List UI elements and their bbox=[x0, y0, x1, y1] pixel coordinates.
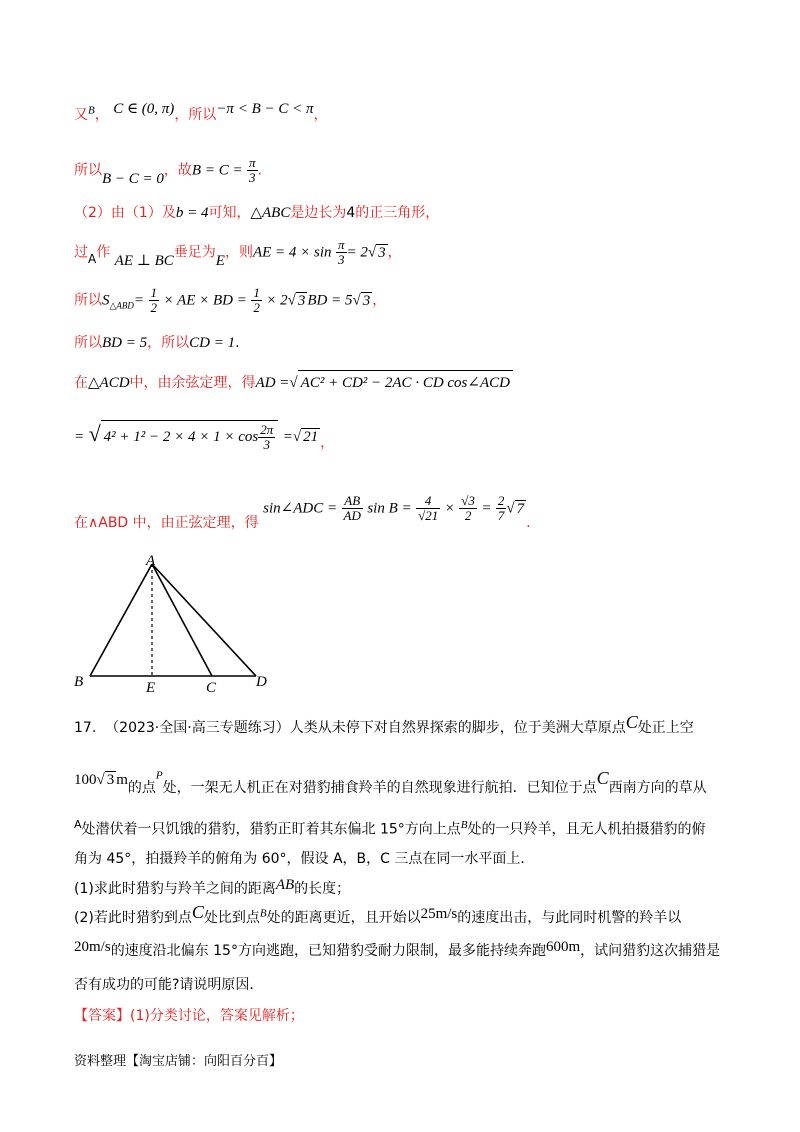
answer-line bbox=[74, 1005, 304, 1025]
math-c-in: C ∈ (0, π) bbox=[113, 101, 175, 117]
text: . bbox=[235, 335, 240, 351]
math: 100 bbox=[74, 772, 97, 788]
math: B − C = 0 bbox=[102, 170, 164, 187]
text: 所以 bbox=[74, 292, 102, 309]
denominator: 2 bbox=[253, 300, 260, 315]
text: ，所以 bbox=[174, 107, 217, 123]
text: 的长度； bbox=[294, 881, 351, 897]
numerator: 4 bbox=[416, 494, 440, 509]
math: = bbox=[74, 428, 85, 445]
text: 的正三角形， bbox=[355, 205, 440, 221]
text: ，则 bbox=[224, 244, 253, 261]
problem-line-4 bbox=[74, 848, 534, 868]
math-ineq: −π < B − C < π bbox=[216, 101, 314, 117]
distance: 600m bbox=[545, 939, 581, 955]
text: (1)求此时猎豹与羚羊之间的距离 bbox=[74, 881, 276, 897]
text: 在∧ABD 中，由正弦定理，得 bbox=[74, 514, 259, 531]
text: 西南方向的草从 bbox=[608, 780, 707, 796]
math: × 2 bbox=[266, 292, 288, 309]
text: 处，一架无人机正在对猎豹捕食羚羊的自然现象进行航拍．已知位于点 bbox=[162, 780, 597, 796]
math: CD = 1 bbox=[189, 335, 236, 351]
label-c: C bbox=[206, 680, 217, 696]
var-e: E bbox=[215, 252, 225, 269]
problem-number: 17. bbox=[74, 720, 97, 736]
text: ，故 bbox=[163, 162, 192, 179]
problem-source: （2023·全国·高三专题练习） bbox=[105, 720, 290, 736]
math: sin B = bbox=[367, 500, 412, 517]
problem-line-7 bbox=[74, 940, 720, 960]
math: × bbox=[444, 500, 455, 517]
fraction bbox=[251, 286, 262, 315]
text: . bbox=[257, 162, 263, 179]
numerator: AB bbox=[342, 494, 363, 509]
text: 4 bbox=[346, 205, 356, 221]
solution-line-7: 在△ACD中，由余弦定理，得AD =√ AC² + CD² − 2AC · CD cos∠ACD bbox=[74, 370, 513, 392]
denominator: 2 bbox=[150, 300, 157, 315]
numerator: 2 bbox=[497, 493, 505, 508]
math: AD = bbox=[255, 375, 290, 391]
sqrt: 3 bbox=[378, 244, 386, 261]
numerator: √3 bbox=[461, 493, 475, 508]
solution-line-1 bbox=[74, 101, 328, 124]
text: 是边长为 bbox=[290, 205, 347, 221]
fraction bbox=[336, 238, 347, 267]
sqrt: 21 bbox=[303, 428, 319, 445]
solution-line-6 bbox=[74, 332, 240, 352]
text: 在 bbox=[74, 375, 88, 391]
math: sin∠ADC = bbox=[263, 500, 338, 517]
text: 的速度出击，与此同时机警的羚羊以 bbox=[457, 910, 682, 926]
sqrt: 3 bbox=[106, 772, 115, 788]
text: 处的距离更近，且开始以 bbox=[266, 910, 421, 926]
fraction bbox=[247, 156, 258, 185]
text: ， bbox=[320, 434, 335, 451]
text: 中，由余弦定理，得 bbox=[129, 375, 256, 391]
denominator: 3 bbox=[337, 252, 345, 267]
var-p: P bbox=[155, 769, 163, 782]
solution-line-8: = √ 4² + 1² − 2 × 4 × 1 × cos $\frac{2\pi}{3}$ =√ 21 ， bbox=[74, 420, 335, 452]
math: = bbox=[481, 500, 492, 517]
problem-line-6 bbox=[74, 902, 682, 927]
answer-text: (1)分类讨论，答案见解析； bbox=[130, 1008, 304, 1024]
problem-line-1 bbox=[74, 712, 694, 737]
fraction bbox=[496, 494, 507, 523]
var-b: B bbox=[88, 104, 95, 117]
denominator: 3 bbox=[249, 170, 256, 185]
segment-ab bbox=[90, 564, 152, 676]
var-a: A bbox=[88, 251, 97, 266]
solution-line-4: 过A作 AE ⊥ BC垂足为E，则AE = 4 × sin $\frac{\pi}{3}$ = 2√ 3 ， bbox=[74, 237, 402, 269]
math: = bbox=[282, 428, 293, 445]
text: ， bbox=[387, 244, 402, 261]
math: △ABC bbox=[250, 205, 291, 221]
fraction bbox=[149, 286, 160, 315]
text: 处正上空 bbox=[637, 720, 694, 736]
var-b: B bbox=[259, 907, 267, 920]
math: = bbox=[133, 292, 145, 309]
text: ， bbox=[313, 107, 328, 123]
math: × AE × BD = bbox=[163, 292, 247, 309]
speed: 20m/s bbox=[74, 939, 111, 955]
numerator: π bbox=[337, 237, 345, 252]
math: B = C = bbox=[191, 162, 243, 179]
text: . bbox=[526, 514, 531, 531]
fraction bbox=[258, 423, 275, 452]
denominator: 3 bbox=[263, 437, 271, 452]
denominator: AD bbox=[343, 508, 361, 523]
fraction bbox=[459, 494, 477, 523]
text: 的速度沿北偏东 15°方向逃跑，已知猎豹受耐力限制，最多能持续奔跑 bbox=[110, 943, 546, 959]
text: ， bbox=[94, 107, 109, 123]
numerator: 1 bbox=[150, 285, 157, 300]
solution-line-2 bbox=[74, 156, 262, 185]
sqrt-expression: AC² + CD² − 2AC · CD cos∠ACD bbox=[298, 370, 513, 392]
text: 所以 bbox=[74, 335, 102, 351]
subscript: △ABD bbox=[109, 300, 134, 311]
problem-line-8 bbox=[74, 974, 263, 994]
segment-ad bbox=[152, 564, 256, 676]
text: 处比到点 bbox=[203, 910, 260, 926]
numerator: 1 bbox=[253, 285, 260, 300]
math: AE ⊥ BC bbox=[114, 252, 174, 269]
fraction bbox=[416, 494, 440, 523]
text: ，所以 bbox=[147, 335, 190, 351]
answer-tag: 【答案】 bbox=[74, 1008, 130, 1024]
label-d: D bbox=[256, 674, 267, 690]
text: 过 bbox=[74, 244, 88, 261]
text: 的点 bbox=[127, 780, 156, 796]
var-c: C bbox=[596, 768, 609, 788]
problem-line-2: 100√ 3 m的点$^P$处，一架无人机正在对猎豹捕食羚羊的自然现象进行航拍．已知位于点C西南方向的草从 bbox=[74, 768, 707, 796]
sqrt: 3 bbox=[297, 292, 306, 309]
text: 处的一只羚羊，且无人机拍摄猎豹的俯 bbox=[467, 821, 706, 838]
math: AE = 4 × sin bbox=[252, 244, 332, 261]
label-b: B bbox=[74, 674, 84, 690]
sqrt-expression bbox=[101, 420, 279, 452]
math: 4² + 1² − 2 × 4 × 1 × cos bbox=[103, 428, 259, 445]
text: （2）由（1）及 bbox=[74, 205, 176, 221]
math: = 2 bbox=[346, 244, 368, 261]
text: 人类从未停下对自然界探索的脚步，位于美洲大草原点 bbox=[289, 720, 626, 736]
math: BD = 5 bbox=[307, 292, 353, 309]
math: △ACD bbox=[88, 375, 130, 391]
speed: 25m/s bbox=[420, 906, 458, 922]
footer-text: 资料整理【淘宝店铺：向阳百分百】 bbox=[74, 1054, 283, 1069]
text: ，试问猎豹这次捕猎是 bbox=[580, 943, 721, 959]
numerator: 2π bbox=[260, 422, 274, 437]
triangle-figure bbox=[70, 552, 280, 697]
text: ， bbox=[372, 292, 387, 309]
denominator: 2 bbox=[464, 508, 472, 523]
label-e: E bbox=[146, 680, 156, 696]
math: b = 4 bbox=[175, 205, 209, 221]
problem-line-3 bbox=[74, 818, 706, 839]
numerator: π bbox=[249, 155, 256, 170]
fraction bbox=[342, 494, 363, 523]
math: S bbox=[102, 292, 110, 309]
problem-line-5 bbox=[74, 878, 350, 898]
denominator: √21 bbox=[418, 508, 439, 523]
text: 又 bbox=[74, 107, 88, 123]
denominator: 7 bbox=[497, 508, 505, 523]
solution-line-5: 所以$S_{\triangle ABD}=$ $\frac{1}{2}$ × AE × BD = $\frac{1}{2}$ × 2√ 3 BD = 5√ 3 ， bbox=[74, 285, 387, 315]
sqrt: 7 bbox=[516, 500, 525, 517]
math: BD = 5 bbox=[102, 335, 148, 351]
math: AB bbox=[275, 877, 295, 893]
var-c: C bbox=[191, 902, 204, 922]
text: 否有成功的可能?请说明原因． bbox=[74, 977, 264, 993]
text: 角为 45°，拍摄羚羊的俯角为 60°，假设 A，B，C 三点在同一水平面上． bbox=[74, 851, 535, 867]
text: 垂足为 bbox=[173, 244, 216, 261]
solution-line-3 bbox=[74, 202, 439, 222]
var-c: C bbox=[625, 712, 638, 732]
text: (2)若此时猎豹到点 bbox=[74, 910, 192, 926]
text: 可知， bbox=[208, 205, 251, 221]
solution-line-9: 在∧ABD 中，由正弦定理，得 sin∠ADC = $\frac{AB}{AD}$ sin B = $\frac{4}{√21}$ × $\frac{√3}{2}$ = $\frac{2}{7}$ √ 7. bbox=[74, 493, 531, 531]
sqrt: 3 bbox=[362, 292, 371, 309]
label-a: A bbox=[146, 553, 156, 569]
text: 作 bbox=[96, 244, 111, 261]
unit: m bbox=[116, 772, 128, 788]
text: 所以 bbox=[74, 162, 102, 179]
var-b: B bbox=[460, 819, 468, 831]
var-a: A bbox=[74, 818, 82, 831]
footer bbox=[74, 1050, 282, 1069]
text: 处潜伏着一只饥饿的猎豹，猎豹正盯着其东偏北 15°方向上点 bbox=[81, 821, 461, 838]
